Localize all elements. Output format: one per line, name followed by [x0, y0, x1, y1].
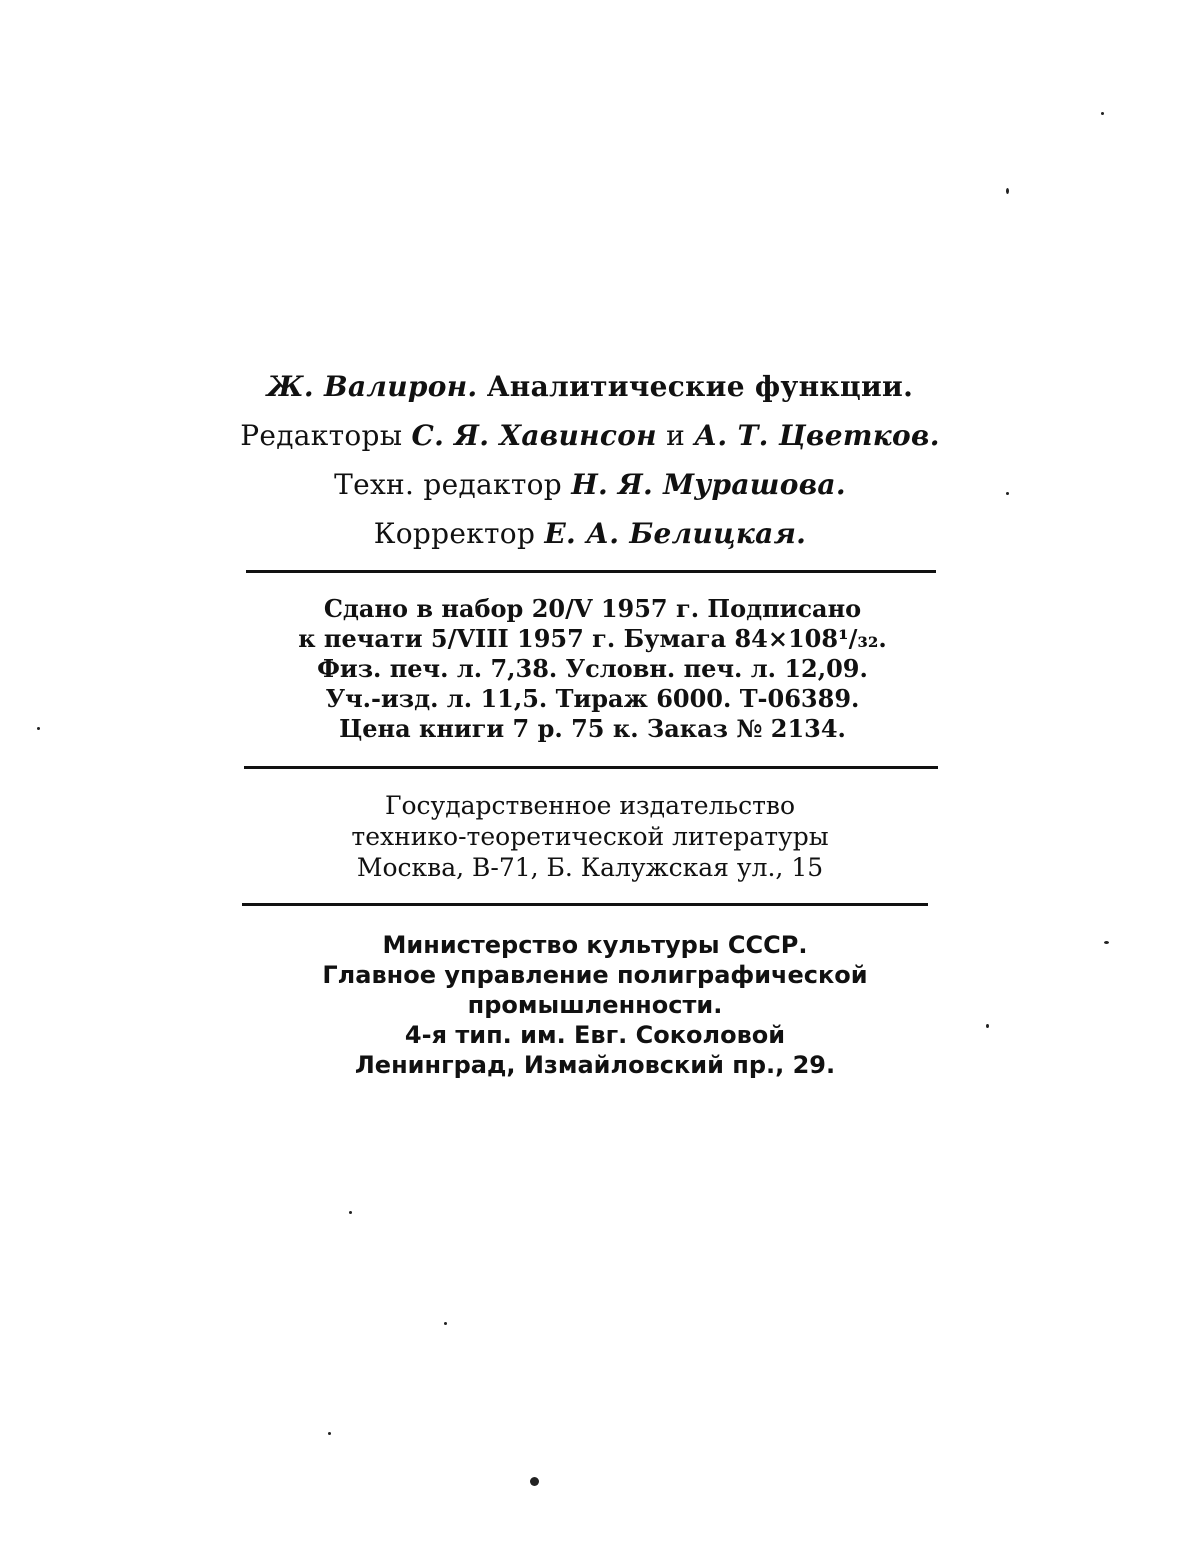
editor-1-name: С. Я. Хавинсон — [411, 419, 657, 452]
proofreader-name: Е. А. Белицкая. — [544, 517, 807, 550]
scan-speck — [1104, 941, 1109, 944]
divider-1 — [246, 570, 936, 573]
publisher-line: Государственное издательство — [384, 791, 796, 820]
proofreader-line — [240, 509, 940, 558]
tech-editor-line — [240, 460, 940, 509]
imprint-line: Сдано в набор 20/V 1957 г. Подписано — [323, 594, 862, 623]
scan-speck — [1006, 188, 1009, 194]
book-title: Аналитические функции. — [486, 370, 914, 403]
printer-line: Главное управление полиграфической — [322, 961, 868, 989]
tech-editor-label: Техн. редактор — [334, 468, 562, 501]
scan-speck — [444, 1322, 447, 1325]
editors-line — [240, 411, 940, 460]
imprint-block — [245, 594, 940, 744]
credits-block — [240, 362, 940, 558]
tech-editor-name: Н. Я. Мурашова. — [571, 468, 846, 501]
divider-2 — [244, 766, 938, 769]
editors-conjunction: и — [666, 419, 686, 452]
printer-line: Министерство культуры СССР. — [382, 931, 808, 959]
proofreader-label: Корректор — [373, 517, 536, 550]
imprint-line: Цена книги 7 р. 75 к. Заказ № 2134. — [339, 714, 846, 743]
author-title-line — [240, 362, 940, 411]
publisher-line: Москва, В-71, Б. Калужская ул., 15 — [356, 853, 824, 882]
scan-speck — [328, 1432, 331, 1435]
printer-block — [250, 930, 940, 1080]
divider-3 — [242, 903, 928, 906]
scan-speck — [1101, 112, 1104, 115]
imprint-line: Уч.-изд. л. 11,5. Тираж 6000. Т-06389. — [325, 684, 860, 713]
scan-speck — [37, 727, 40, 730]
scan-speck — [530, 1477, 539, 1486]
publisher-block — [245, 790, 935, 883]
imprint-line: Физ. печ. л. 7,38. Условн. печ. л. 12,09. — [317, 654, 868, 683]
publisher-line: технико-теоретической литературы — [351, 822, 829, 851]
editor-2-name: А. Т. Цветков. — [694, 419, 940, 452]
scan-speck — [986, 1024, 989, 1028]
printer-line: 4-я тип. им. Евг. Соколовой — [404, 1021, 786, 1049]
scan-speck — [1006, 492, 1009, 495]
author-name: Ж. Валирон. — [266, 370, 478, 403]
printer-line: промышленности. — [467, 991, 723, 1019]
imprint-line: к печати 5/VIII 1957 г. Бумага 84×108¹/₃₂. — [298, 624, 887, 653]
editors-label: Редакторы — [240, 419, 403, 452]
printer-line: Ленинград, Измайловский пр., 29. — [354, 1051, 836, 1079]
scan-speck — [349, 1211, 352, 1214]
